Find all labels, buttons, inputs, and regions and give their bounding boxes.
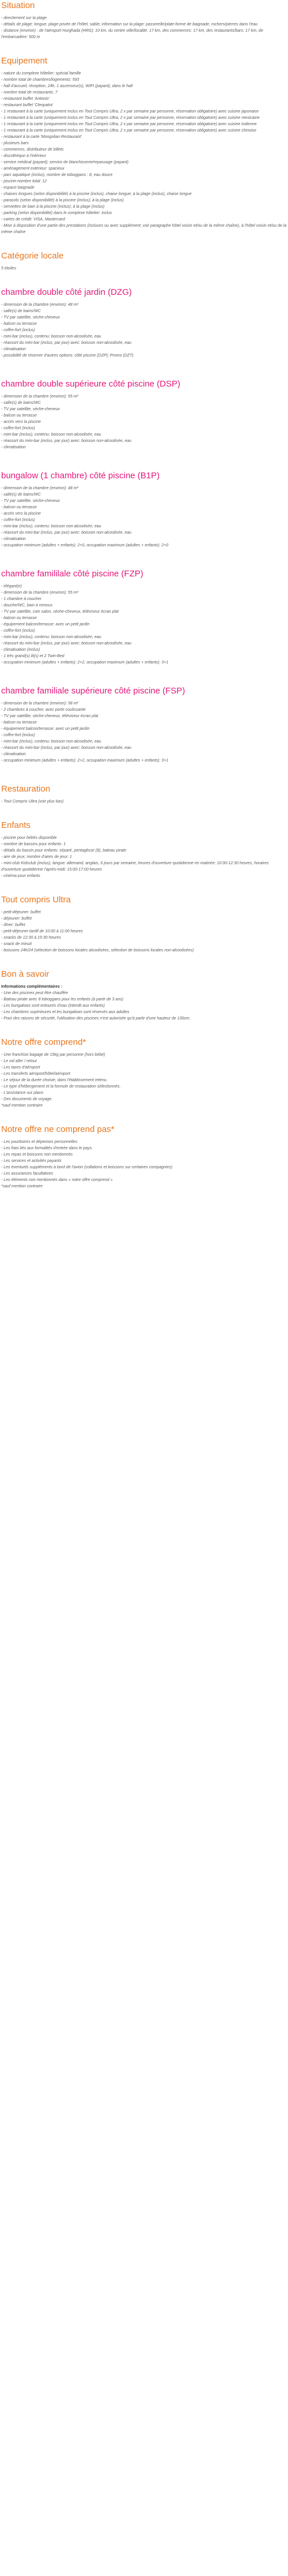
list-item: - dimension de la chambre (environ): 58 m² [1, 702, 78, 706]
room-block [1, 470, 287, 549]
list-item: - climatisation [1, 445, 26, 449]
room-title: chambre double côté jardin (DZG) [1, 287, 132, 297]
list-item: - parking (selon disponibilité) dans le complexe hôtelier: inclus [1, 211, 112, 215]
room-title: bungalow (1 chambre) côté piscine (B1P) [1, 471, 160, 481]
list-item: - dimension de la chambre (environ): 48 m² [1, 303, 78, 307]
list-item: - dimension de la chambre (environ): 55 m² [1, 395, 78, 399]
page [0, 0, 288, 1216]
room-block [1, 378, 287, 451]
room-feature-list [1, 583, 287, 666]
room-block [1, 685, 287, 764]
section-rooms [1, 287, 287, 764]
list-item: - occupation minimum (adultes + enfants): 2+2, occupation maximum (adultes + enfants): 3+1 [1, 661, 169, 665]
list-item: - Les éléments non mentionnés dans « notre offre comprend » [1, 1178, 113, 1182]
list-item: - petit-déjeuner tardif de 10:00 à 11:00 heures [1, 929, 83, 933]
section-equipement [1, 55, 287, 235]
list-item: - nombre total de restaurants: 7 [1, 91, 58, 95]
room-title: chambre double supérieure côté piscine (DSP) [1, 379, 180, 389]
list-item: - TV par satellite, sèche-cheveux, téléviseur écran plat [1, 714, 98, 718]
list-item: - climatisation [1, 752, 26, 756]
list-item: - 1 très grand(s) lit(s) et 2 Twin-Bed [1, 654, 65, 658]
list-item: - salle(s) de bains/WC [1, 493, 41, 497]
list-item: - aire de jeux; nombre d'aires de jeux: 1 [1, 855, 72, 859]
list-item: - balcon ou terrasse [1, 322, 37, 326]
list-item: - coffre-fort (inclus) [1, 629, 35, 633]
list-item: - détails de plage: longue, plage privée de l'hôtel, sable; information sur la plage: passerelle/plate-forme de baignade, rochers/pierres dans l'eau [1, 23, 258, 27]
bon-a-savoir-label: Informations complémentaires : [1, 985, 63, 989]
list-item: - TV par satellite, sèche-cheveux [1, 407, 60, 411]
list-item: - Le séjour de la durée choisie, dans l'établissement retenu. [1, 1078, 108, 1082]
list-item: - mini-bar (inclus), contenu: boisson non-alcoolisée, eau [1, 433, 101, 437]
list-item: - dîner: buffet [1, 923, 25, 927]
room-feature-list [1, 393, 287, 451]
section-title-situation: Situation [1, 1, 35, 10]
list-item: - piscine-nombre total: 12 [1, 179, 47, 183]
list-item: - balcon ou terrasse [1, 505, 37, 509]
list-item: - Des documents de voyage. [1, 1097, 53, 1101]
list-item: - restaurant buffet 'Cleopatra' [1, 103, 54, 107]
bon-a-savoir-list [1, 990, 287, 1022]
equipement-list [1, 70, 287, 235]
list-item: - restaurant à la carte 'Mongolian Restaurant' [1, 135, 82, 139]
list-item: - Les chambres supérieures et les bungalows sont réservés aux adultes [1, 1010, 130, 1014]
list-item: - hall d'accueil, réception, 24h, 1 ascenseur(s), WIFI (payant), dans le hall [1, 84, 133, 88]
section-offre-ne-comprend-pas [1, 1124, 287, 1190]
list-item: - déjeuner: buffet [1, 917, 32, 921]
list-item: - accès vers la piscine [1, 420, 41, 424]
room-feature-list [1, 700, 287, 764]
list-item: - accès vers la piscine [1, 512, 41, 516]
list-item: - mini-bar (inclus), contenu: boisson non-alcoolisée, eau [1, 335, 101, 339]
list-item: - climatisation (inclus) [1, 648, 40, 652]
list-item: - nature du complexe hôtelier: spécial famille [1, 72, 81, 76]
list-item: - mini-club Kidsclub (inclus), langue: allemand, anglais, 6 jours par semaine, heures d'ouverture quotidienne en matinée: 10:00-12:30 heures, horaires d'ouverture quotidienne l'après-midi: 15:00-17:00 heures [1, 861, 269, 872]
list-item: - réassort du mini-bar (inclus, par jour) avec: boisson non-alcoolisée, eau [1, 439, 132, 443]
list-item: - aménagement extérieur: spacieux [1, 167, 65, 171]
list-item: - élégant(e) [1, 584, 22, 588]
list-item: - nombre de bassins pour enfants: 1 [1, 842, 66, 846]
list-item: - équipement balcon/terrasse: avec un petit jardin [1, 727, 90, 731]
list-item: - coffre-fort (inclus) [1, 518, 35, 522]
list-item: - 1 restaurant à la carte (uniquement inclus en Tout Compris Ultra, 2 x par semaine par personne, réservation obligatoire) avec cuisine indienne [1, 122, 257, 126]
list-item: - douche/WC, bain à remous [1, 603, 53, 608]
list-item: - 2 chambres à coucher, avec porte coulissante [1, 708, 86, 712]
offre-comprend-note: *sauf mention contraire [1, 1104, 43, 1108]
list-item: - Bateau pirate avec 8 toboggans pour les enfants (à partir de 3 ans) [1, 998, 124, 1002]
list-item: - balcon ou terrasse [1, 721, 37, 725]
list-item: - boissons 24h/24 (sélection de boissons locales alcoolisées, sélection de boissons locales non-alcoolisées) [1, 948, 194, 953]
list-item: - mini-bar (inclus), contenu: boisson non-alcoolisée, eau [1, 635, 101, 639]
section-title-offre-comprend: Notre offre comprend* [1, 1037, 86, 1047]
list-item: - Les éventuels suppléments à bord de l'avion (collations et boissons sur certaines compagnies) [1, 1165, 173, 1169]
section-categorie [1, 250, 287, 272]
list-item: - Les bungalows sont entourés d'eau (interdit aux enfants) [1, 1004, 105, 1008]
list-item: - occupation minimum (adultes + enfants): 2+2, occupation maximum (adultes + enfants): 3+1 [1, 759, 169, 763]
list-item: - Le type d'hébergement et la formule de restauration sélectionnés. [1, 1085, 121, 1089]
list-item: - Les transferts aéroport/hôtel/aéroport [1, 1072, 70, 1076]
list-item: - Mise à disposition d'une partie des prestations (incluses ou avec supplément; voir paragraphe hôtel voisin et/ou de la même chaîne), à l'hôtel voisin et/ou de la même chaîne [1, 224, 287, 234]
list-item: - espace baignade [1, 186, 35, 190]
list-item: - piscine pour bébés disponible [1, 836, 57, 840]
list-item: - parc aquatique (inclus), nombre de toboggans : 8, eau douce [1, 173, 113, 177]
enfants-list [1, 835, 287, 879]
list-item: - service médical (payant); service de blanchisserie/repassage (payant) [1, 160, 128, 164]
section-bon-a-savoir [1, 969, 287, 1022]
list-item: - Les pourboires et dépenses personnelles [1, 1140, 78, 1144]
list-item: - cartes de crédit: VISA, Mastercard [1, 218, 65, 222]
list-item: - TV par satellite, sèche-cheveux [1, 316, 60, 320]
list-item: - dimension de la chambre (environ): 48 m² [1, 486, 78, 490]
list-item: - Pour des raisons de sécurité, l'utilisation des piscines n'est autorisée qu'à partir d'une hauteur de 130cm. [1, 1017, 191, 1021]
list-item: - distance (environ) : de l'aéroport Hurghada (HRG): 10 km, du centre ville/localité: 17 km, des commerces: 17 km, des restaurants/bars: 17 km, de l'embarcadère: 500 m [1, 29, 263, 39]
list-item: - Le vol aller / retour [1, 1059, 37, 1063]
list-item: - restaurant buffet 'Antonio' [1, 97, 50, 101]
list-item: - Tout Compris Ultra (voir plus bas) [1, 800, 64, 804]
list-item: - climatisation [1, 537, 26, 541]
list-item: - commerces, distributeur de billets [1, 148, 64, 152]
list-item: - salle(s) de bains/WC [1, 401, 41, 405]
list-item: - Les frais liés aux formalités d'entrée dans le pays. [1, 1146, 93, 1150]
offre-ne-comprend-pas-list [1, 1139, 287, 1183]
room-block [1, 568, 287, 666]
room-title: chambre familiale supérieure côté piscine (FSP) [1, 686, 185, 696]
list-item: - snacks de 12:30 à 15:30 heures [1, 936, 61, 940]
list-item: - mini-bar (inclus), contenu: boisson non-alcoolisée, eau [1, 740, 101, 744]
list-item: - parasols (selon disponibilité) à la piscine (inclus); à la plage (inclus) [1, 198, 124, 203]
list-item: - possibilité de réserver d'autres options: côté piscine (DZP); Promo (DZT) [1, 354, 134, 358]
room-feature-list [1, 302, 287, 359]
room-title: chambre famililale côté piscine (FZP) [1, 569, 143, 579]
list-item: - réassort du mini-bar (inclus, par jour) avec: boisson non-alcoolisée, eau [1, 746, 132, 750]
categorie-value: 5 étoiles [1, 267, 17, 271]
list-item: - salle(s) de bains/WC [1, 309, 41, 313]
list-item: - équipement balcon/terrasse: avec un petit jardin [1, 623, 90, 627]
list-item: - Les assurances facultatives [1, 1172, 54, 1176]
list-item: - plusieurs bars [1, 141, 29, 145]
list-item: - directement sur la plage [1, 16, 47, 20]
list-item: - cinéma pour enfants [1, 874, 40, 878]
list-item: - 1 restaurant à la carte (uniquement inclus en Tout Compris Ultra, 2 x par semaine par personne, réservation obligatoire) avec cuisine mexicaine [1, 116, 260, 120]
list-item: - snack de minuit [1, 942, 32, 946]
list-item: - petit-déjeuner: buffet [1, 910, 41, 914]
section-title-ultra: Tout compris Ultra [1, 895, 71, 905]
section-title-categorie: Catégorie locale [1, 251, 64, 261]
list-item: - coffre-fort (inclus) [1, 733, 35, 737]
list-item: - Une franchise bagage de 15kg par personne (hors bébé) [1, 1053, 105, 1057]
room-block [1, 287, 287, 359]
section-enfants [1, 820, 287, 879]
room-feature-list [1, 485, 287, 549]
list-item: - réassort du mini-bar (inclus, par jour) avec: boisson non-alcoolisée, eau [1, 642, 132, 646]
list-item: - climatisation [1, 347, 26, 351]
list-item: - réassort du mini-bar (inclus, par jour) avec: boisson non-alcoolisée, eau [1, 341, 132, 345]
list-item: - TV par satellite, coin salon, sèche-cheveux, téléviseur écran plat [1, 610, 119, 614]
offre-ne-comprend-pas-note: *sauf mention contraire [1, 1184, 43, 1188]
section-situation [1, 0, 287, 40]
list-item: - nombre total de chambres/logements: 593 [1, 78, 79, 82]
list-item: - balcon ou terrasse [1, 616, 37, 620]
list-item: - mini-bar (inclus), contenu: boisson non-alcoolisée, eau [1, 524, 101, 528]
list-item: - 1 restaurant à la carte (uniquement inclus en Tout Compris Ultra, 2 x par semaine par personne, réservation obligatoire) avec cuisine japonaise [1, 110, 259, 114]
list-item: - serviettes de bain à la piscine (inclus); à la plage (inclus) [1, 205, 105, 209]
section-title-enfants: Enfants [1, 820, 31, 830]
list-item: - 1 chambre à coucher [1, 597, 42, 601]
list-item: - chaises longues (selon disponibilité) à la piscine (inclus), chaise longue; à la plage (inclus), chaise longue [1, 192, 192, 196]
section-title-restauration: Restauration [1, 784, 51, 794]
list-item: - réassort du mini-bar (inclus, par jour) avec: boisson non-alcoolisée, eau [1, 531, 132, 535]
section-offre-comprend [1, 1037, 287, 1109]
section-title-bon-a-savoir: Bon à savoir [1, 969, 50, 979]
section-ultra [1, 894, 287, 954]
list-item: - dimension de la chambre (environ): 55 m² [1, 591, 78, 595]
list-item: - détails du bassin pour enfants: séparé, pentaglisse (8), bateau pirate [1, 849, 127, 853]
list-item: - 1 restaurant à la carte (uniquement inclus en Tout Compris Ultra, 2 x par semaine par personne, réservation obligatoire) avec cuisine chinoise [1, 129, 256, 133]
list-item: - balcon ou terrasse [1, 414, 37, 418]
section-title-offre-ne-comprend-pas: Notre offre ne comprend pas* [1, 1124, 115, 1134]
list-item: - L'assistance sur place. [1, 1091, 44, 1095]
ultra-list [1, 909, 287, 954]
list-item: - Les repas et boissons non mentionnés [1, 1153, 73, 1157]
section-restauration [1, 783, 287, 805]
list-item: - occupation minimum (adultes + enfants): 2+0, occupation maximum (adultes + enfants): 2+0 [1, 543, 169, 548]
section-title-equipement: Equipement [1, 56, 48, 66]
list-item: - TV par satellite, sèche-cheveux [1, 499, 60, 503]
list-item: - coffre-fort (inclus) [1, 426, 35, 430]
offre-comprend-list [1, 1052, 287, 1103]
situation-list [1, 15, 287, 40]
list-item: - discothèque à l'intérieur [1, 154, 46, 158]
list-item: - Les services et activités payants [1, 1159, 62, 1163]
list-item: - Les taxes d'aéroport [1, 1066, 40, 1070]
list-item: - Une des piscines peut être chauffée [1, 991, 68, 995]
restauration-list [1, 798, 287, 805]
list-item: - coffre-fort (inclus) [1, 328, 35, 332]
